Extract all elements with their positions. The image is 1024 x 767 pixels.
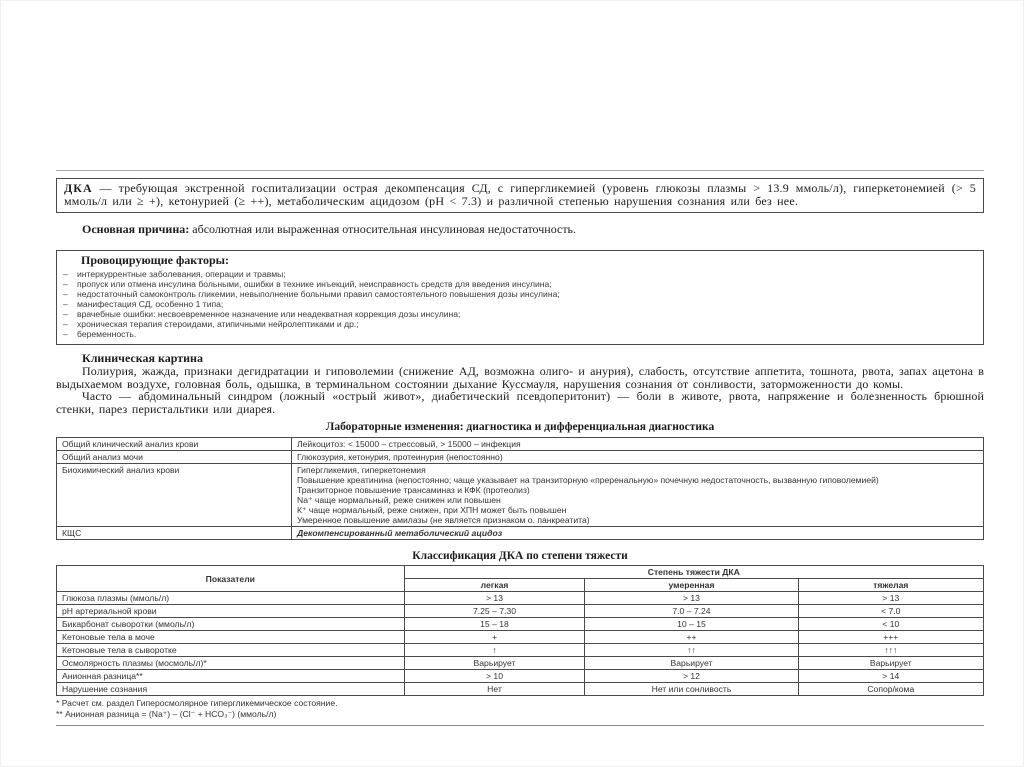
table-row bbox=[57, 438, 984, 451]
lab-row-label: Общий анализ мочи bbox=[57, 451, 292, 464]
factor-item bbox=[63, 329, 975, 339]
classification-heading: Классификация ДКА по степени тяжести bbox=[412, 550, 628, 563]
value-cell: < 10 bbox=[798, 618, 983, 631]
factor-item bbox=[63, 309, 975, 319]
lab-value-line: Повышение креатинина (непостоянно; чаще указывает на транзиторную «преренальную» почечную недостаточность, вызванную гиповолемией) bbox=[297, 475, 879, 486]
lab-value-line: Умеренное повышение амилазы (не является признаком о. панкреатита) bbox=[297, 515, 590, 526]
footnotes bbox=[56, 698, 984, 719]
param-cell: Нарушение сознания bbox=[57, 683, 405, 696]
value-cell: Варьирует bbox=[404, 657, 585, 670]
value-cell: ↑ bbox=[404, 644, 585, 657]
lab-heading: Лабораторные изменения: диагностика и дифференциальная диагностика bbox=[325, 421, 715, 434]
lab-row-label: Общий клинический анализ крови bbox=[57, 438, 292, 451]
main-cause-label: Основная причина: bbox=[82, 222, 190, 236]
table-row bbox=[57, 657, 984, 670]
factor-item bbox=[63, 289, 975, 299]
value-cell: > 13 bbox=[585, 592, 798, 605]
table-row bbox=[57, 631, 984, 644]
lab-value-line: Na⁺ чаще нормальный, реже снижен или повышен bbox=[297, 495, 501, 506]
clinical-paragraph: Часто — абдоминальный синдром (ложный «острый живот», диабетический псевдоперитонит) — боли в животе, рвота, напряжение и болезненность брюшной стенки, парез перистальтики или диарея. bbox=[56, 389, 984, 416]
factor-bullet: – bbox=[63, 319, 68, 329]
factor-bullet: – bbox=[63, 269, 68, 279]
value-cell: Нет bbox=[404, 683, 585, 696]
level-header: умеренная bbox=[585, 579, 798, 592]
lab-row-value: Декомпенсированный метаболический ацидоз bbox=[292, 527, 984, 540]
value-cell: < 7.0 bbox=[798, 605, 983, 618]
value-cell: ↑↑↑ bbox=[798, 644, 983, 657]
value-cell: > 12 bbox=[585, 670, 798, 683]
factor-item bbox=[63, 279, 975, 289]
factor-text: недостаточный самоконтроль гликемии, невыполнение больными правил самостоятельного повышения дозы инсулина; bbox=[77, 289, 560, 299]
param-cell: pH артериальной крови bbox=[57, 605, 405, 618]
lab-row-value bbox=[292, 464, 984, 527]
level-header: тяжелая bbox=[798, 579, 983, 592]
factor-bullet: – bbox=[63, 279, 68, 289]
value-cell: > 13 bbox=[404, 592, 585, 605]
value-cell: ↑↑ bbox=[585, 644, 798, 657]
table-row bbox=[57, 644, 984, 657]
factor-text: беременность. bbox=[77, 329, 137, 339]
lab-row-value: Лейкоцитоз: < 15000 – стрессовый, > 15000 – инфекция bbox=[292, 438, 984, 451]
factor-text: хроническая терапия стероидами, атипичными нейролептиками и др.; bbox=[77, 319, 359, 329]
value-cell: > 10 bbox=[404, 670, 585, 683]
value-cell: 10 – 15 bbox=[585, 618, 798, 631]
lab-row-value: Глюкозурия, кетонурия, протеинурия (непостоянно) bbox=[292, 451, 984, 464]
lab-value-line: К⁺ чаще нормальный, реже снижен, при ХПН может быть повышен bbox=[297, 505, 567, 516]
top-rule bbox=[56, 170, 984, 171]
value-cell: +++ bbox=[798, 631, 983, 644]
main-cause-text: абсолютная или выраженная относительная инсулиновая недостаточность. bbox=[192, 222, 577, 236]
value-cell: > 13 bbox=[798, 592, 983, 605]
param-cell: Анионная разница** bbox=[57, 670, 405, 683]
definition-box bbox=[56, 178, 984, 213]
factor-bullet: – bbox=[63, 289, 68, 299]
main-cause bbox=[56, 223, 984, 236]
value-cell: 7.0 – 7.24 bbox=[585, 605, 798, 618]
param-header: Показатели bbox=[57, 566, 405, 592]
param-cell: Осмолярность плазмы (мосмоль/л)* bbox=[57, 657, 405, 670]
footnote: * Расчет см. раздел Гиперосмолярное гипергликемическое состояние. bbox=[56, 698, 338, 709]
provoking-factors-box bbox=[56, 250, 984, 345]
footnote: ** Анионная разница = (Na⁺) – (Cl⁻ + HCO₃⁻) (ммоль/л) bbox=[56, 708, 277, 719]
value-cell: Варьирует bbox=[798, 657, 983, 670]
param-cell: Кетоновые тела в моче bbox=[57, 631, 405, 644]
level-header: легкая bbox=[404, 579, 585, 592]
value-cell: Варьирует bbox=[585, 657, 798, 670]
value-cell: + bbox=[404, 631, 585, 644]
param-cell: Глюкоза плазмы (ммоль/л) bbox=[57, 592, 405, 605]
param-cell: Бикарбонат сыворотки (ммоль/л) bbox=[57, 618, 405, 631]
value-cell: Сопор/кома bbox=[798, 683, 983, 696]
param-cell: Кетоновые тела в сыворотке bbox=[57, 644, 405, 657]
factor-item bbox=[63, 269, 975, 279]
value-cell: > 14 bbox=[798, 670, 983, 683]
lab-row-label: Биохимический анализ крови bbox=[57, 464, 292, 527]
lab-row-label: КЩС bbox=[57, 527, 292, 540]
table-row bbox=[57, 670, 984, 683]
factor-text: пропуск или отмена инсулина больными, ошибки в технике инъекций, неисправность средств для введения инсулина; bbox=[77, 279, 552, 289]
lab-value-line: Транзиторное повышение трансаминаз и КФК (протеолиз) bbox=[297, 485, 530, 496]
document-page bbox=[56, 0, 984, 726]
table-row bbox=[57, 464, 984, 527]
value-cell: 7.25 – 7.30 bbox=[404, 605, 585, 618]
factor-text: врачебные ошибки: несвоевременное назначение или неадекватная коррекция дозы инсулина; bbox=[77, 309, 461, 319]
clinical-paragraph: Полиурия, жажда, признаки дегидратации и гиповолемии (снижение АД, возможна олиго- и анурия), слабость, отсутствие аппетита, тошнота, рвота, запах ацетона в выдыхаемом воздухе, головная боль, одышка, в терминальном состоянии дыхание Куссмауля, нарушения сознания от сонливости, заторможенности до комы. bbox=[56, 364, 984, 391]
table-row bbox=[57, 527, 984, 540]
value-cell: ++ bbox=[585, 631, 798, 644]
definition-term: ДКА bbox=[64, 181, 93, 195]
bottom-rule bbox=[56, 725, 984, 726]
table-row bbox=[57, 592, 984, 605]
value-cell: Нет или сонливость bbox=[585, 683, 798, 696]
factor-item bbox=[63, 319, 975, 329]
provoking-factors-title: Провоцирующие факторы: bbox=[81, 253, 229, 267]
clinical-picture-title: Клиническая картина bbox=[82, 351, 203, 365]
table-row bbox=[57, 605, 984, 618]
severity-header: Степень тяжести ДКА bbox=[404, 566, 983, 579]
factor-item bbox=[63, 299, 975, 309]
factor-bullet: – bbox=[63, 309, 68, 319]
definition-text: — требующая экстренной госпитализации острая декомпенсация СД, с гипергликемией (уровень глюкозы плазмы > 13.9 ммоль/л), гиперкетонемией (> 5 ммоль/л или ≥ +), кетонурией (≥ ++), метаболическим ацидозом (pH < 7.3) и различной степенью нарушения сознания или без нее. bbox=[64, 181, 976, 208]
table-row bbox=[57, 618, 984, 631]
lab-table bbox=[56, 437, 984, 540]
factor-text: манифестация СД, особенно 1 типа; bbox=[77, 299, 224, 309]
classification-table bbox=[56, 565, 984, 696]
table-row bbox=[57, 683, 984, 696]
lab-value-line: Гипергликемия, гиперкетонемия bbox=[297, 465, 426, 476]
factor-bullet: – bbox=[63, 299, 68, 309]
factor-bullet: – bbox=[63, 329, 68, 339]
table-row bbox=[57, 451, 984, 464]
table-header-row bbox=[57, 566, 984, 579]
factor-text: интеркуррентные заболевания, операции и травмы; bbox=[77, 269, 286, 279]
value-cell: 15 – 18 bbox=[404, 618, 585, 631]
